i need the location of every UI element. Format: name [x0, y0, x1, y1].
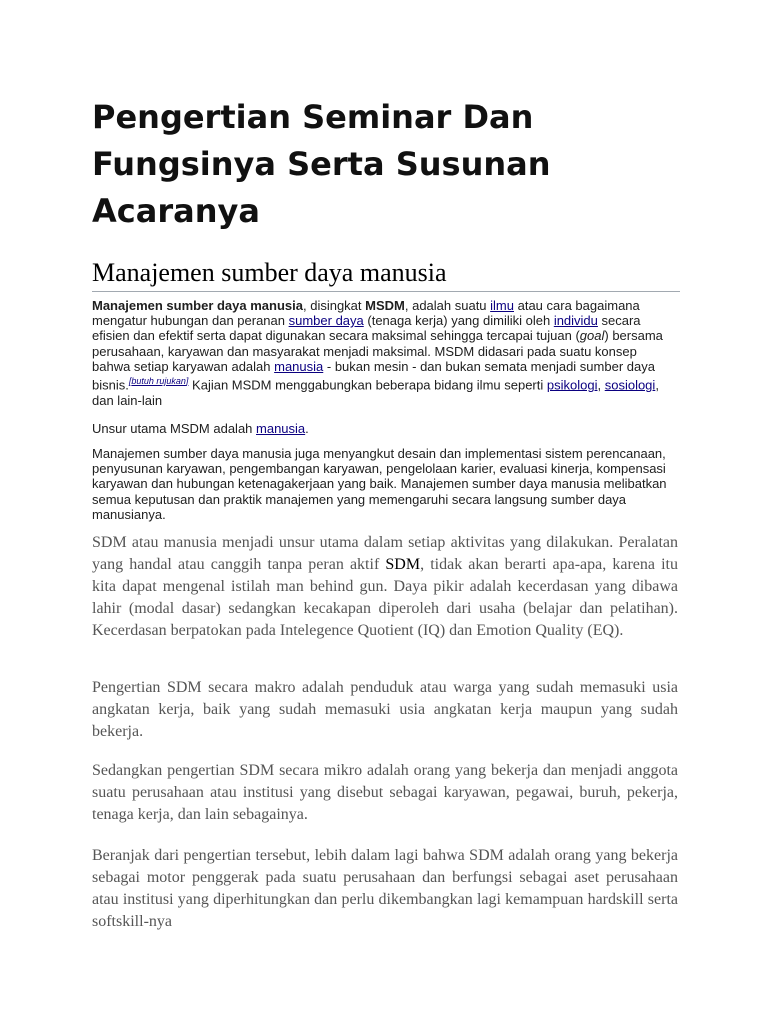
link-manusia-2[interactable]: manusia: [256, 421, 306, 436]
sdm-term: SDM: [385, 556, 421, 573]
citation-bracket: [: [128, 376, 132, 387]
macro-paragraph: Pengertian SDM secara makro adalah penduduk atau warga yang sudah memasuki usia angkatan kerja, baik yang sudah memasuki usia angkatan kerja maupun yang sudah bekerja.: [92, 679, 678, 740]
text: atau cara bagaimana mengatur hubungan dan peranan: [92, 298, 640, 329]
text: , adalah suatu: [404, 298, 491, 313]
text: , tidak akan berarti apa-apa, karena itu kita dapat mengenal istilah man behind gun. Daya pikir adalah kecerdasan yang dibawa lahir (modal dasar) sedangkan kecakapan diperoleh dari usaha (belajar dan pelatihan). Kecerdasan berpatokan pada Intelegence Quotient (IQ) dan Emotion Quality (EQ).: [92, 556, 679, 639]
link-manusia[interactable]: manusia: [274, 358, 324, 374]
intro-paragraph: [92, 298, 678, 408]
link-ilmu[interactable]: ilmu: [490, 298, 514, 313]
text: ) bersama perusahaan, karyawan dan masyarakat menjadi maksimal. MSDM didasari pada suatu konsep bahwa setiap karyawan adalah: [92, 328, 663, 374]
link-psikologi[interactable]: psikologi: [546, 377, 598, 393]
main-element-paragraph: [92, 421, 678, 436]
link-sosiologi[interactable]: sosiologi: [604, 377, 656, 393]
page-title: Pengertian Seminar Dan Fungsinya Serta Susunan Acaranya: [92, 98, 551, 230]
section-heading: Manajemen sumber daya manusia: [92, 257, 680, 292]
citation-text[interactable]: butuh rujukan: [131, 376, 186, 387]
goal-italic: goal: [579, 328, 605, 344]
text: (tenaga kerja) yang dimiliki oleh: [363, 313, 554, 329]
text: .: [305, 421, 309, 436]
micro-paragraph: Sedangkan pengertian SDM secara mikro adalah orang yang bekerja dan menjadi anggota suatu perusahaan atau institusi yang disebut sebagai karyawan, pegawai, buruh, pekerja, tenaga kerja, dan lain sebagainya.: [92, 762, 678, 823]
text: Unsur utama MSDM adalah: [92, 421, 257, 436]
text: ,: [597, 377, 605, 393]
text: , dan lain-lain: [92, 377, 659, 408]
text: - bukan mesin - dan bukan semata menjadi sumber daya bisnis.: [92, 358, 655, 393]
sdm-paragraph: [92, 532, 678, 642]
term-bold: Manajemen sumber daya manusia: [92, 298, 303, 313]
conclusion-paragraph: Beranjak dari pengertian tersebut, lebih dalam lagi bahwa SDM adalah orang yang bekerja sebagai motor penggerak pada suatu perusahaan dan berfungsi sebagai aset perusahaan atau institusi yang diperhitungkan dan perlu dikembangkan lagi kemampuan hardskill serta softskill-nya: [92, 847, 678, 930]
scope-paragraph: Manajemen sumber daya manusia juga menyangkut desain dan implementasi sistem perencanaan, penyusunan karyawan, pengembangan karyawan, pengelolaan karier, evaluasi kinerja, kompensasi karyawan dan hubungan ketenagakerjaan yang baik. Manajemen sumber daya manusia melibatkan semua keputusan dan praktik manajemen yang memengaruhi secara langsung sumber daya manusianya.: [92, 446, 667, 522]
text: Kajian MSDM menggabungkan beberapa bidang ilmu seperti: [188, 377, 547, 393]
citation-bracket: ]: [185, 376, 189, 387]
text: SDM atau manusia menjadi unsur utama dalam setiap aktivitas yang dilakukan. Peralatan yang handal atau canggih tanpa peran aktif: [92, 534, 678, 573]
link-individu[interactable]: individu: [553, 313, 598, 329]
link-sumber-daya[interactable]: sumber daya: [288, 313, 364, 329]
citation-needed-link[interactable]: [129, 376, 189, 386]
text: , disingkat: [302, 298, 366, 313]
text: secara efisien dan efektif serta dapat digunakan secara maksimal sehingga tercapai tujuan (: [92, 313, 641, 344]
abbr-bold: MSDM: [365, 298, 405, 313]
